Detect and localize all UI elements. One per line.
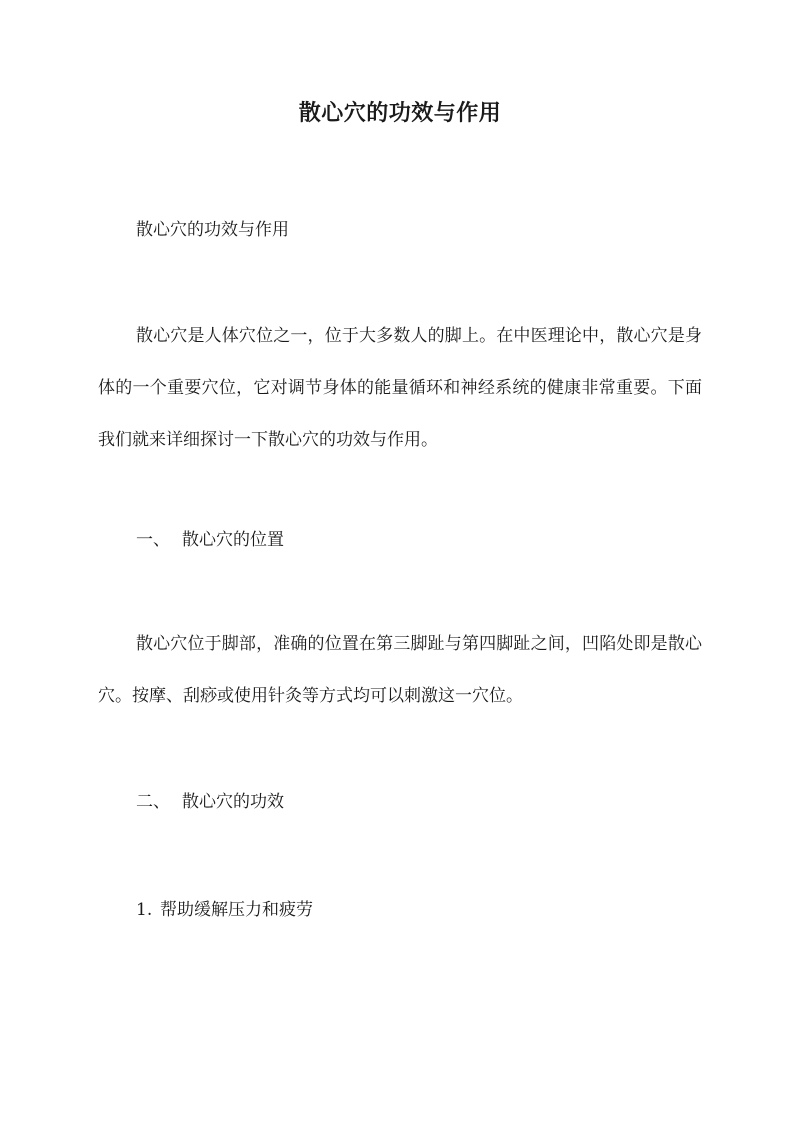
list-item-number: 1. [136, 900, 153, 920]
location-paragraph: 散心穴位于脚部，准确的位置在第三脚趾与第四脚趾之间，凹陷处即是散心穴。按摩、刮痧或使用针灸等方式均可以刺激这一穴位。 [98, 634, 702, 706]
list-item [136, 896, 313, 924]
section-number: 二、 [136, 792, 170, 812]
document-subtitle: 散心穴的功效与作用 [136, 220, 289, 240]
section-heading-location [136, 526, 284, 554]
section-heading-effects [136, 788, 284, 816]
section-heading-text: 散心穴的功效 [182, 792, 284, 812]
section-number: 一、 [136, 530, 170, 550]
list-item-text: 帮助缓解压力和疲劳 [160, 900, 313, 920]
section-heading-text: 散心穴的位置 [182, 530, 284, 550]
intro-paragraph: 散心穴是人体穴位之一，位于大多数人的脚上。在中医理论中，散心穴是身体的一个重要穴位，它对调节身体的能量循环和神经系统的健康非常重要。下面我们就来详细探讨一下散心穴的功效与作用。 [98, 326, 702, 450]
document-title: 散心穴的功效与作用 [298, 100, 502, 126]
